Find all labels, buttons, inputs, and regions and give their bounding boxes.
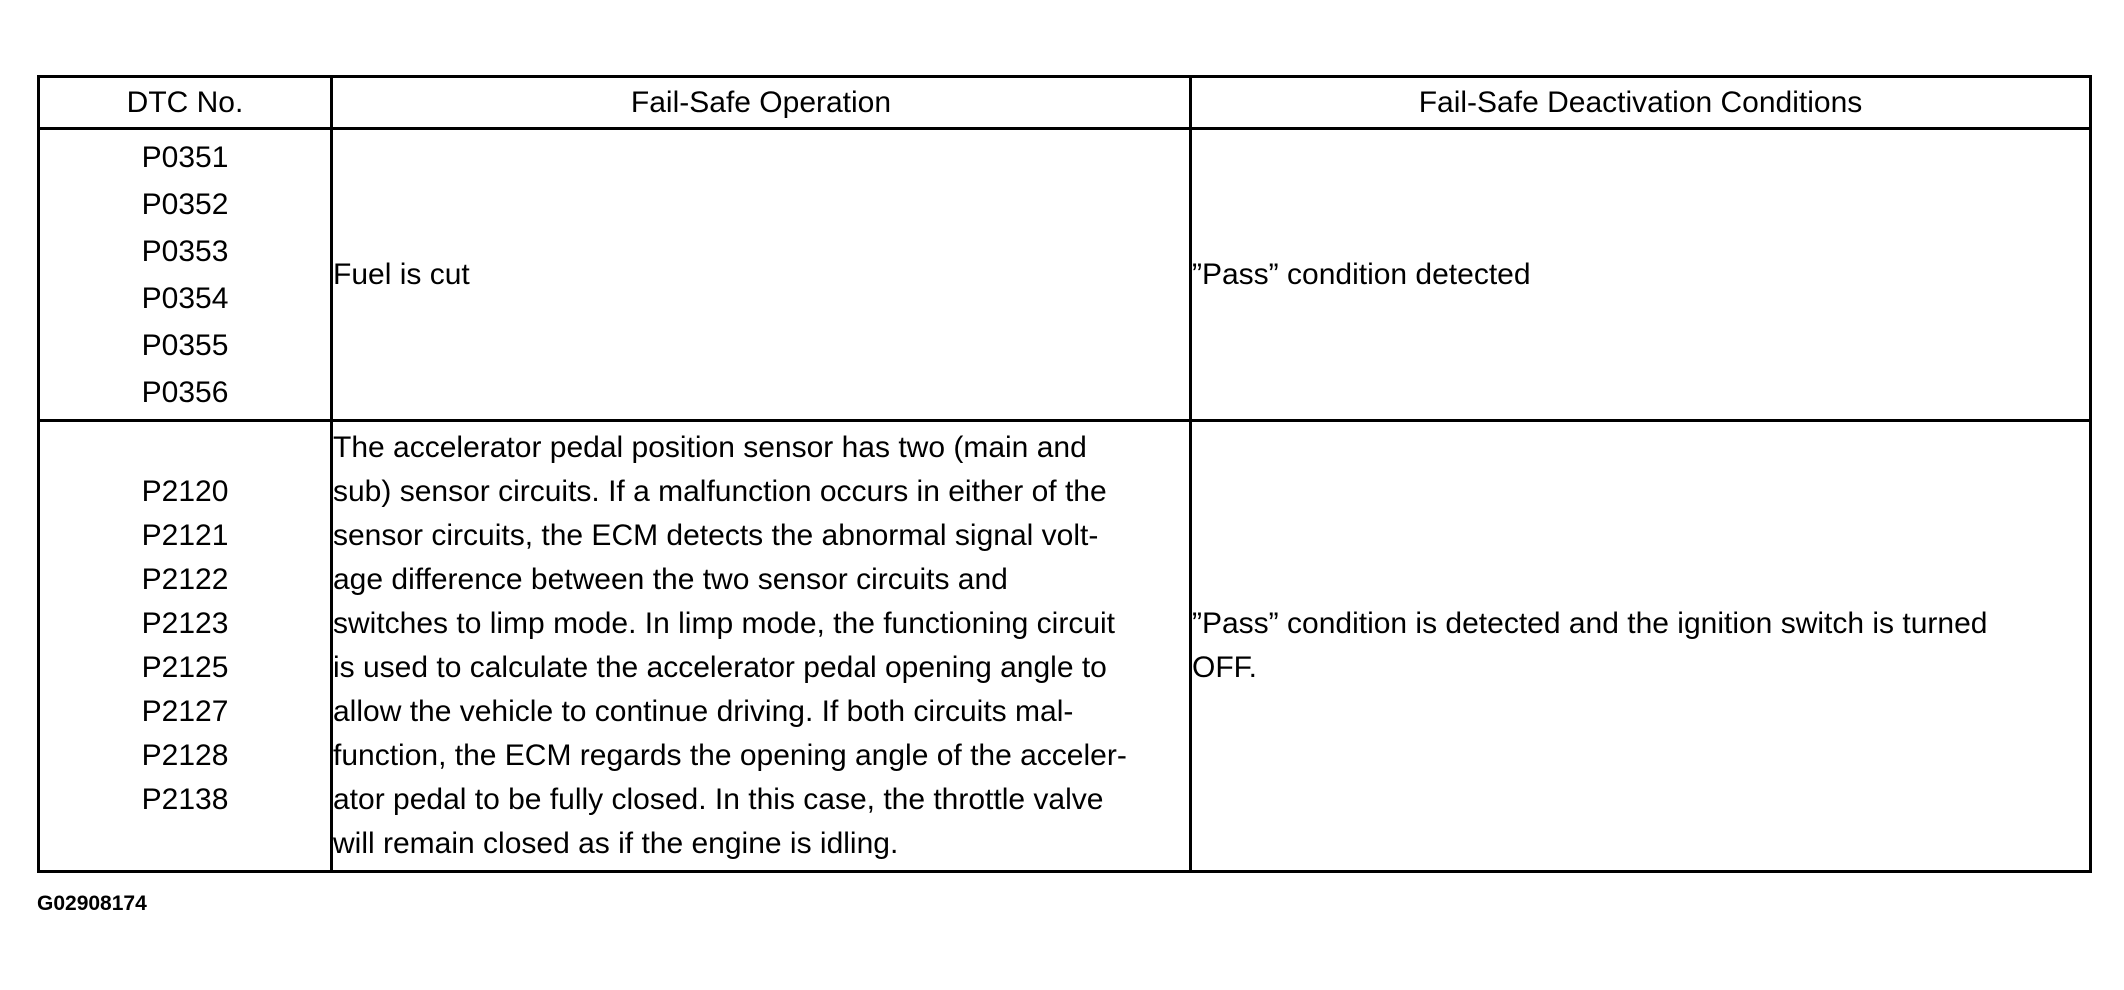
figure-code: G02908174 — [37, 892, 147, 915]
dtc-code: P2127 — [141, 695, 229, 728]
dtc-fail-safe-table — [37, 75, 2092, 873]
dtc-code: P2128 — [141, 739, 229, 772]
header-fail-safe-operation: Fail-Safe Operation — [332, 77, 1191, 129]
dtc-code: P2123 — [141, 607, 229, 640]
dtc-code: P0355 — [141, 328, 229, 362]
operation-line: sub) sensor circuits. If a malfunction occurs in either of the — [333, 475, 1107, 508]
dtc-code: P2125 — [141, 651, 229, 684]
fail-safe-operation-cell: Fuel is cut — [332, 129, 1191, 421]
dtc-code: P2138 — [141, 783, 229, 816]
operation-line: ator pedal to be fully closed. In this case, the throttle valve — [333, 783, 1104, 816]
operation-line: The accelerator pedal position sensor has two (main and — [333, 431, 1087, 464]
dtc-code: P2122 — [141, 563, 229, 596]
fail-safe-operation-cell — [332, 421, 1191, 872]
operation-line: switches to limp mode. In limp mode, the functioning circuit — [333, 607, 1116, 640]
dtc-code: P2120 — [141, 475, 229, 508]
operation-line: function, the ECM regards the opening angle of the acceler- — [333, 739, 1127, 772]
fail-safe-deactivation-cell: ”Pass” condition detected — [1191, 129, 2091, 421]
deactivation-line: OFF. — [1192, 651, 1257, 684]
header-fail-safe-deactivation: Fail-Safe Deactivation Conditions — [1191, 77, 2091, 129]
dtc-code: P0353 — [141, 234, 229, 268]
header-dtc-no: DTC No. — [39, 77, 332, 129]
table-row — [39, 421, 2091, 872]
operation-line: age difference between the two sensor circuits and — [333, 563, 1008, 596]
dtc-code: P0352 — [141, 187, 229, 221]
table-header-row — [39, 77, 2091, 129]
dtc-code: P0351 — [141, 140, 229, 174]
fail-safe-deactivation-cell — [1191, 421, 2091, 872]
dtc-code: P2121 — [141, 519, 229, 552]
operation-line: is used to calculate the accelerator pedal opening angle to — [333, 651, 1107, 684]
table-row — [39, 129, 2091, 421]
operation-line: allow the vehicle to continue driving. If both circuits mal- — [333, 695, 1074, 728]
dtc-code: P0354 — [141, 281, 229, 315]
dtc-codes-cell — [39, 421, 332, 872]
dtc-code: P0356 — [141, 375, 229, 409]
dtc-codes-cell — [39, 129, 332, 421]
operation-line: will remain closed as if the engine is idling. — [333, 827, 899, 860]
operation-line: sensor circuits, the ECM detects the abnormal signal volt- — [333, 519, 1099, 552]
deactivation-line: ”Pass” condition is detected and the ignition switch is turned — [1192, 607, 1988, 640]
